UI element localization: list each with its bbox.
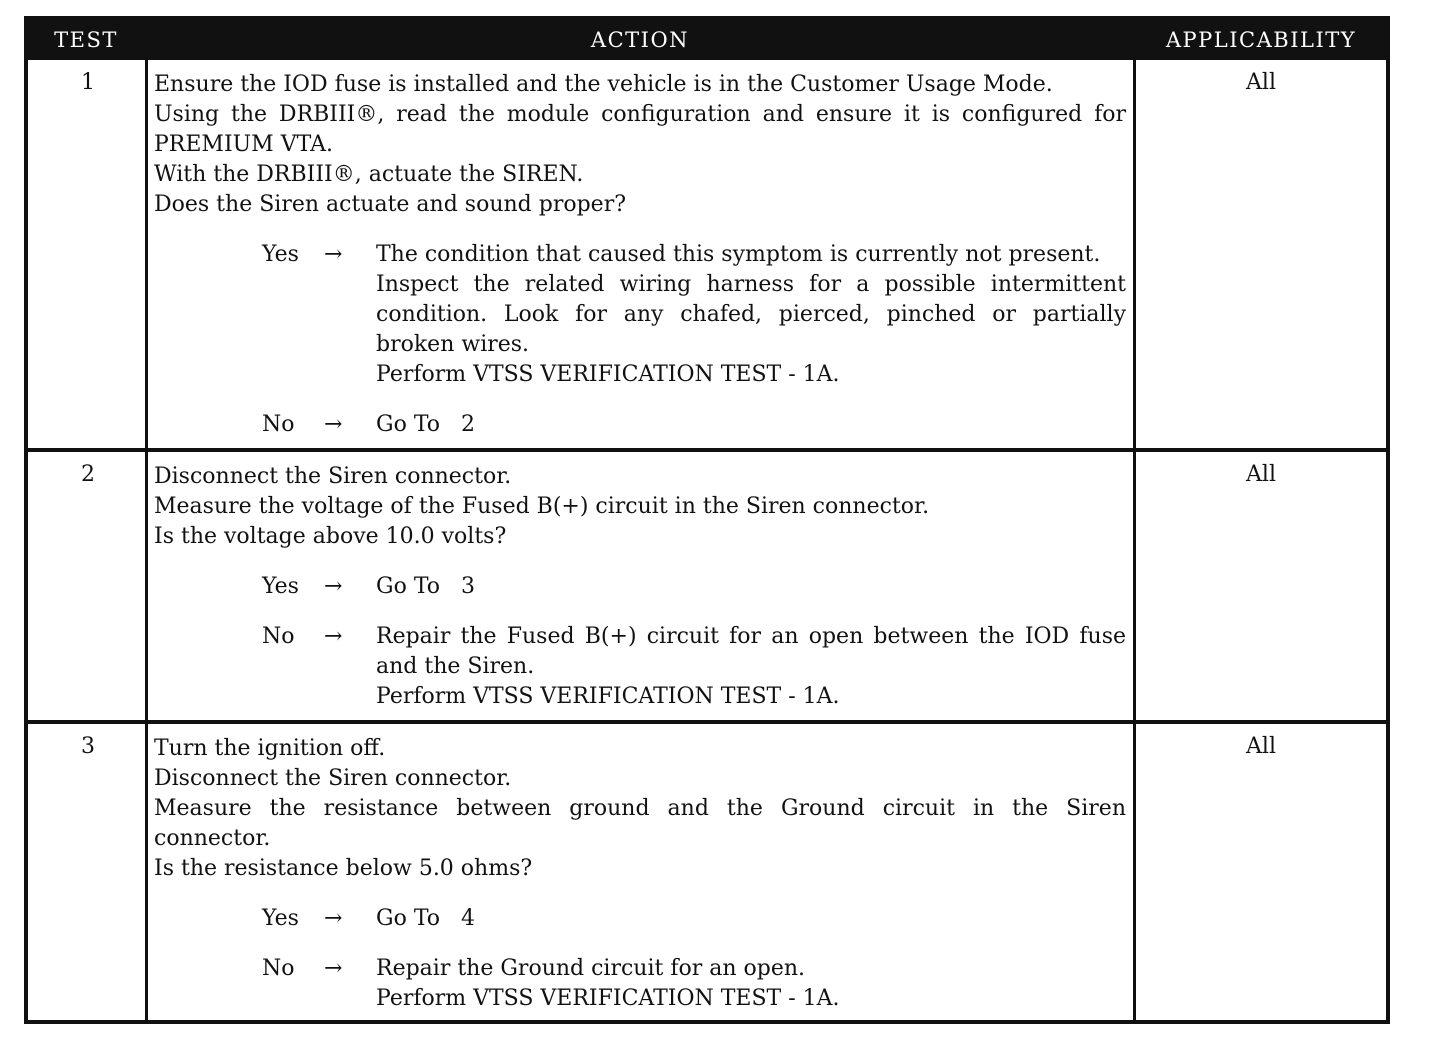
answer-no [154, 622, 1126, 712]
answer-label: No [262, 412, 295, 437]
applicability-value: All [1246, 462, 1276, 487]
answer-label: No [262, 624, 295, 649]
header-test: TEST [54, 28, 118, 52]
answer-body [376, 954, 1126, 1014]
answer-yes [154, 904, 1126, 934]
test-number: 2 [81, 462, 95, 487]
answer-yes [154, 572, 1126, 602]
table-row [28, 720, 1386, 1020]
arrow-icon: → [324, 574, 343, 599]
action-cell [154, 462, 1126, 712]
answer-label: No [262, 956, 295, 981]
header-action: ACTION [590, 28, 690, 52]
answer-line: Repair the Fused B(+) circuit for an open between the IOD fuse [376, 624, 1126, 649]
test-number: 3 [81, 734, 95, 759]
arrow-icon: → [324, 412, 343, 437]
action-line: Is the resistance below 5.0 ohms? [154, 856, 533, 881]
action-cell [154, 70, 1126, 440]
answer-line: Perform VTSS VERIFICATION TEST - 1A. [376, 986, 840, 1011]
answer-line: Perform VTSS VERIFICATION TEST - 1A. [376, 362, 840, 387]
applicability-value: All [1246, 734, 1276, 759]
action-line: Turn the ignition off. [154, 736, 386, 761]
answer-body [376, 410, 1126, 440]
table-row [28, 60, 1386, 452]
action-line: Is the voltage above 10.0 volts? [154, 524, 507, 549]
answer-line: condition. Look for any chafed, pierced, pinched or partially [376, 302, 1126, 327]
answer-line: Inspect the related wiring harness for a possible intermittent [376, 272, 1126, 297]
answer-body [376, 572, 1126, 602]
answer-yes [154, 240, 1126, 390]
answer-line: Go To 4 [376, 906, 475, 931]
test-number: 1 [81, 70, 95, 95]
action-cell [154, 734, 1126, 1014]
answer-body [376, 240, 1126, 390]
arrow-icon: → [324, 242, 343, 267]
action-line: With the DRBIII®, actuate the SIREN. [154, 162, 584, 187]
action-line: Disconnect the Siren connector. [154, 766, 512, 791]
answer-line: Go To 2 [376, 412, 475, 437]
answer-line: Perform VTSS VERIFICATION TEST - 1A. [376, 684, 840, 709]
arrow-icon: → [324, 624, 343, 649]
diagnostic-test-table [24, 16, 1390, 1024]
arrow-icon: → [324, 906, 343, 931]
answer-label: Yes [262, 906, 299, 931]
answer-body [376, 904, 1126, 934]
answer-label: Yes [262, 242, 299, 267]
action-line: Ensure the IOD fuse is installed and the vehicle is in the Customer Usage Mode. [154, 72, 1053, 97]
action-line: connector. [154, 826, 271, 851]
answer-line: The condition that caused this symptom is currently not present. [376, 242, 1101, 267]
answer-line: Repair the Ground circuit for an open. [376, 956, 806, 981]
action-line: Measure the voltage of the Fused B(+) circuit in the Siren connector. [154, 494, 930, 519]
table-row [28, 448, 1386, 720]
action-line: PREMIUM VTA. [154, 132, 333, 157]
table-header [28, 20, 1386, 60]
answer-line: Go To 3 [376, 574, 475, 599]
answer-body [376, 622, 1126, 712]
answer-no [154, 410, 1126, 440]
action-line: Disconnect the Siren connector. [154, 464, 512, 489]
applicability-value: All [1246, 70, 1276, 95]
answer-no [154, 954, 1126, 1014]
header-applicability: APPLICABILITY [1165, 28, 1357, 52]
answer-line: broken wires. [376, 332, 530, 357]
answer-label: Yes [262, 574, 299, 599]
action-line: Using the DRBIII®, read the module configuration and ensure it is configured for [154, 102, 1126, 127]
action-line: Measure the resistance between ground and the Ground circuit in the Siren [154, 796, 1126, 821]
arrow-icon: → [324, 956, 343, 981]
action-line: Does the Siren actuate and sound proper? [154, 192, 627, 217]
answer-line: and the Siren. [376, 654, 535, 679]
